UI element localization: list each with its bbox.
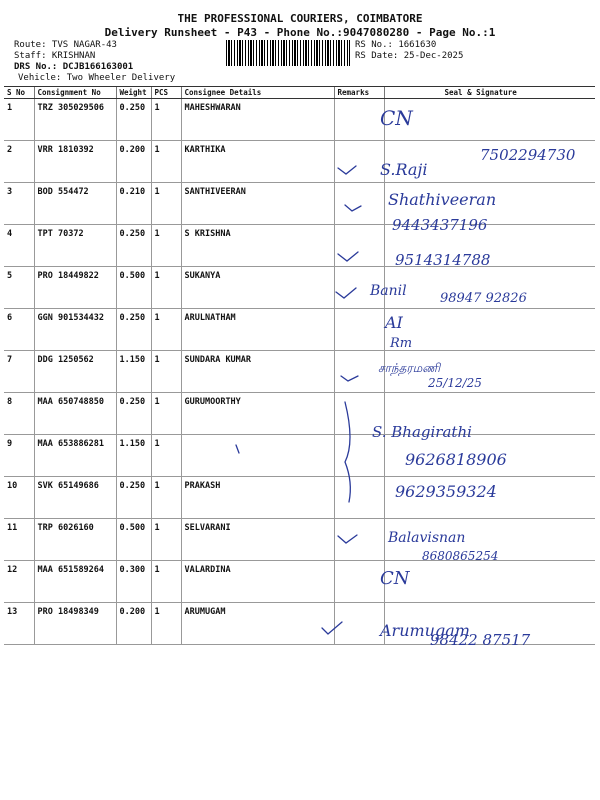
sig-row1: CN xyxy=(380,106,413,130)
sig-row3: Shathiveeran xyxy=(388,190,497,209)
cell-signature xyxy=(384,267,595,309)
cell-sno: 3 xyxy=(4,183,34,225)
company-title: THE PROFESSIONAL COURIERS, COIMBATORE xyxy=(177,12,423,25)
sig-row5-phone: 98947 92826 xyxy=(440,291,527,306)
cell-consignment: GGN 901534432 xyxy=(34,309,116,351)
cell-consignment: TPT 70372 xyxy=(34,225,116,267)
cell-consignment: MAA 653886281 xyxy=(34,435,116,477)
cell-consignee: GURUMOORTHY xyxy=(181,393,334,435)
cell-consignee xyxy=(181,435,334,477)
cell-pcs: 1 xyxy=(151,99,181,141)
sig-row10-phone: 9629359324 xyxy=(395,482,497,501)
sig-row9-phone: 9626818906 xyxy=(405,450,507,469)
col-pcs: PCS xyxy=(151,87,181,99)
cell-weight: 0.200 xyxy=(116,603,151,645)
sig-row7: சாந்தரமணி xyxy=(378,361,441,375)
runsheet-table xyxy=(4,86,595,645)
cell-remarks xyxy=(334,435,384,477)
sig-row12: CN xyxy=(380,568,410,589)
cell-sno: 7 xyxy=(4,351,34,393)
cell-consignee: S KRISHNA xyxy=(181,225,334,267)
cell-consignee: KARTHIKA xyxy=(181,141,334,183)
cell-signature xyxy=(384,183,595,225)
cell-consignee: ARUMUGAM xyxy=(181,603,334,645)
cell-remarks xyxy=(334,99,384,141)
cell-remarks xyxy=(334,393,384,435)
cell-sno: 8 xyxy=(4,393,34,435)
cell-pcs: 1 xyxy=(151,225,181,267)
cell-pcs: 1 xyxy=(151,183,181,225)
col-weight: Weight xyxy=(116,87,151,99)
sig-row2: S.Raji xyxy=(380,160,428,179)
cell-pcs: 1 xyxy=(151,351,181,393)
cell-sno: 10 xyxy=(4,477,34,519)
cell-signature xyxy=(384,393,595,435)
table-row xyxy=(4,351,595,393)
cell-signature xyxy=(384,99,595,141)
cell-weight: 0.200 xyxy=(116,141,151,183)
cell-weight: 0.500 xyxy=(116,519,151,561)
cell-sno: 1 xyxy=(4,99,34,141)
cell-consignee: ARULNATHAM xyxy=(181,309,334,351)
sig-row6-b: Rm xyxy=(390,336,413,351)
staff-label: Staff: KRISHNAN xyxy=(14,51,96,61)
cell-consignment: TRZ 305029506 xyxy=(34,99,116,141)
cell-remarks xyxy=(334,141,384,183)
cell-signature xyxy=(384,477,595,519)
col-sno: S No xyxy=(4,87,34,99)
table-row xyxy=(4,309,595,351)
cell-pcs: 1 xyxy=(151,141,181,183)
sig-row2-phone: 7502294730 xyxy=(480,146,576,164)
cell-signature xyxy=(384,519,595,561)
cell-weight: 0.500 xyxy=(116,267,151,309)
table-row xyxy=(4,603,595,645)
cell-remarks xyxy=(334,183,384,225)
table-row xyxy=(4,393,595,435)
cell-consignee: SUKANYA xyxy=(181,267,334,309)
cell-remarks xyxy=(334,225,384,267)
cell-weight: 0.250 xyxy=(116,393,151,435)
rs-number: RS No.: 1661630 xyxy=(355,40,437,50)
sig-row8: S. Bhagirathi xyxy=(372,423,472,441)
cell-sno: 12 xyxy=(4,561,34,603)
table-row xyxy=(4,225,595,267)
cell-pcs: 1 xyxy=(151,477,181,519)
cell-consignee: MAHESHWARAN xyxy=(181,99,334,141)
cell-weight: 0.250 xyxy=(116,309,151,351)
sig-row11: Balavisnan xyxy=(388,530,466,546)
cell-remarks xyxy=(334,309,384,351)
cell-weight: 0.300 xyxy=(116,561,151,603)
cell-remarks xyxy=(334,519,384,561)
cell-consignment: VRR 1810392 xyxy=(34,141,116,183)
table-row xyxy=(4,183,595,225)
cell-remarks xyxy=(334,477,384,519)
cell-consignment: TRP 6026160 xyxy=(34,519,116,561)
cell-consignment: PRO 18449822 xyxy=(34,267,116,309)
cell-pcs: 1 xyxy=(151,519,181,561)
cell-pcs: 1 xyxy=(151,393,181,435)
cell-remarks xyxy=(334,267,384,309)
cell-remarks xyxy=(334,561,384,603)
cell-weight: 1.150 xyxy=(116,435,151,477)
drs-number: DRS No.: DCJB166163001 xyxy=(14,62,134,72)
cell-sno: 9 xyxy=(4,435,34,477)
rs-date: RS Date: 25-Dec-2025 xyxy=(355,51,464,61)
cell-remarks xyxy=(334,603,384,645)
runsheet-title: Delivery Runsheet - P43 - Phone No.:9047080280 - Page No.:1 xyxy=(104,26,496,39)
cell-weight: 0.210 xyxy=(116,183,151,225)
cell-consignment: DDG 1250562 xyxy=(34,351,116,393)
cell-pcs: 1 xyxy=(151,309,181,351)
cell-remarks xyxy=(334,351,384,393)
col-remarks: Remarks xyxy=(334,87,384,99)
cell-sno: 5 xyxy=(4,267,34,309)
cell-pcs: 1 xyxy=(151,435,181,477)
cell-signature xyxy=(384,141,595,183)
cell-sno: 11 xyxy=(4,519,34,561)
table-row xyxy=(4,561,595,603)
cell-sno: 6 xyxy=(4,309,34,351)
route-label: Route: TVS NAGAR-43 xyxy=(14,40,117,50)
sig-row13-phone: 98422 87517 xyxy=(430,631,531,649)
cell-pcs: 1 xyxy=(151,603,181,645)
sig-row7-date: 25/12/25 xyxy=(428,376,482,390)
table-row xyxy=(4,267,595,309)
sig-row6: AI xyxy=(385,313,403,332)
cell-consignee: VALARDINA xyxy=(181,561,334,603)
cell-signature xyxy=(384,309,595,351)
cell-signature xyxy=(384,561,595,603)
cell-consignment: MAA 651589264 xyxy=(34,561,116,603)
cell-consignee: SELVARANI xyxy=(181,519,334,561)
cell-sno: 2 xyxy=(4,141,34,183)
table-row xyxy=(4,435,595,477)
cell-weight: 1.150 xyxy=(116,351,151,393)
cell-consignment: BOD 554472 xyxy=(34,183,116,225)
sig-row5: Banil xyxy=(370,283,407,299)
cell-weight: 0.250 xyxy=(116,225,151,267)
table-row xyxy=(4,99,595,141)
cell-consignee: PRAKASH xyxy=(181,477,334,519)
cell-consignee: SUNDARA KUMAR xyxy=(181,351,334,393)
cell-pcs: 1 xyxy=(151,561,181,603)
table-row xyxy=(4,519,595,561)
col-signature: Seal & Signature xyxy=(384,87,595,99)
sig-row11-phone: 8680865254 xyxy=(422,549,499,563)
cell-signature xyxy=(384,603,595,645)
cell-consignee: SANTHIVEERAN xyxy=(181,183,334,225)
cell-consignment: MAA 650748850 xyxy=(34,393,116,435)
cell-sno: 13 xyxy=(4,603,34,645)
cell-signature xyxy=(384,225,595,267)
table-row xyxy=(4,477,595,519)
table-row xyxy=(4,141,595,183)
cell-pcs: 1 xyxy=(151,267,181,309)
cell-signature xyxy=(384,435,595,477)
sig-row4-phone: 9514314788 xyxy=(395,251,491,269)
cell-signature xyxy=(384,351,595,393)
cell-sno: 4 xyxy=(4,225,34,267)
vehicle-label: Vehicle: Two Wheeler Delivery xyxy=(18,73,176,83)
barcode-image xyxy=(226,40,350,66)
col-consignee: Consignee Details xyxy=(181,87,334,99)
sig-row3-phone: 9443437196 xyxy=(392,216,488,234)
cell-consignment: PRO 18498349 xyxy=(34,603,116,645)
cell-consignment: SVK 65149686 xyxy=(34,477,116,519)
table-header xyxy=(4,87,595,99)
col-consignment: Consignment No xyxy=(34,87,116,99)
cell-weight: 0.250 xyxy=(116,477,151,519)
sig-row13: Arumugam xyxy=(380,621,470,640)
cell-weight: 0.250 xyxy=(116,99,151,141)
